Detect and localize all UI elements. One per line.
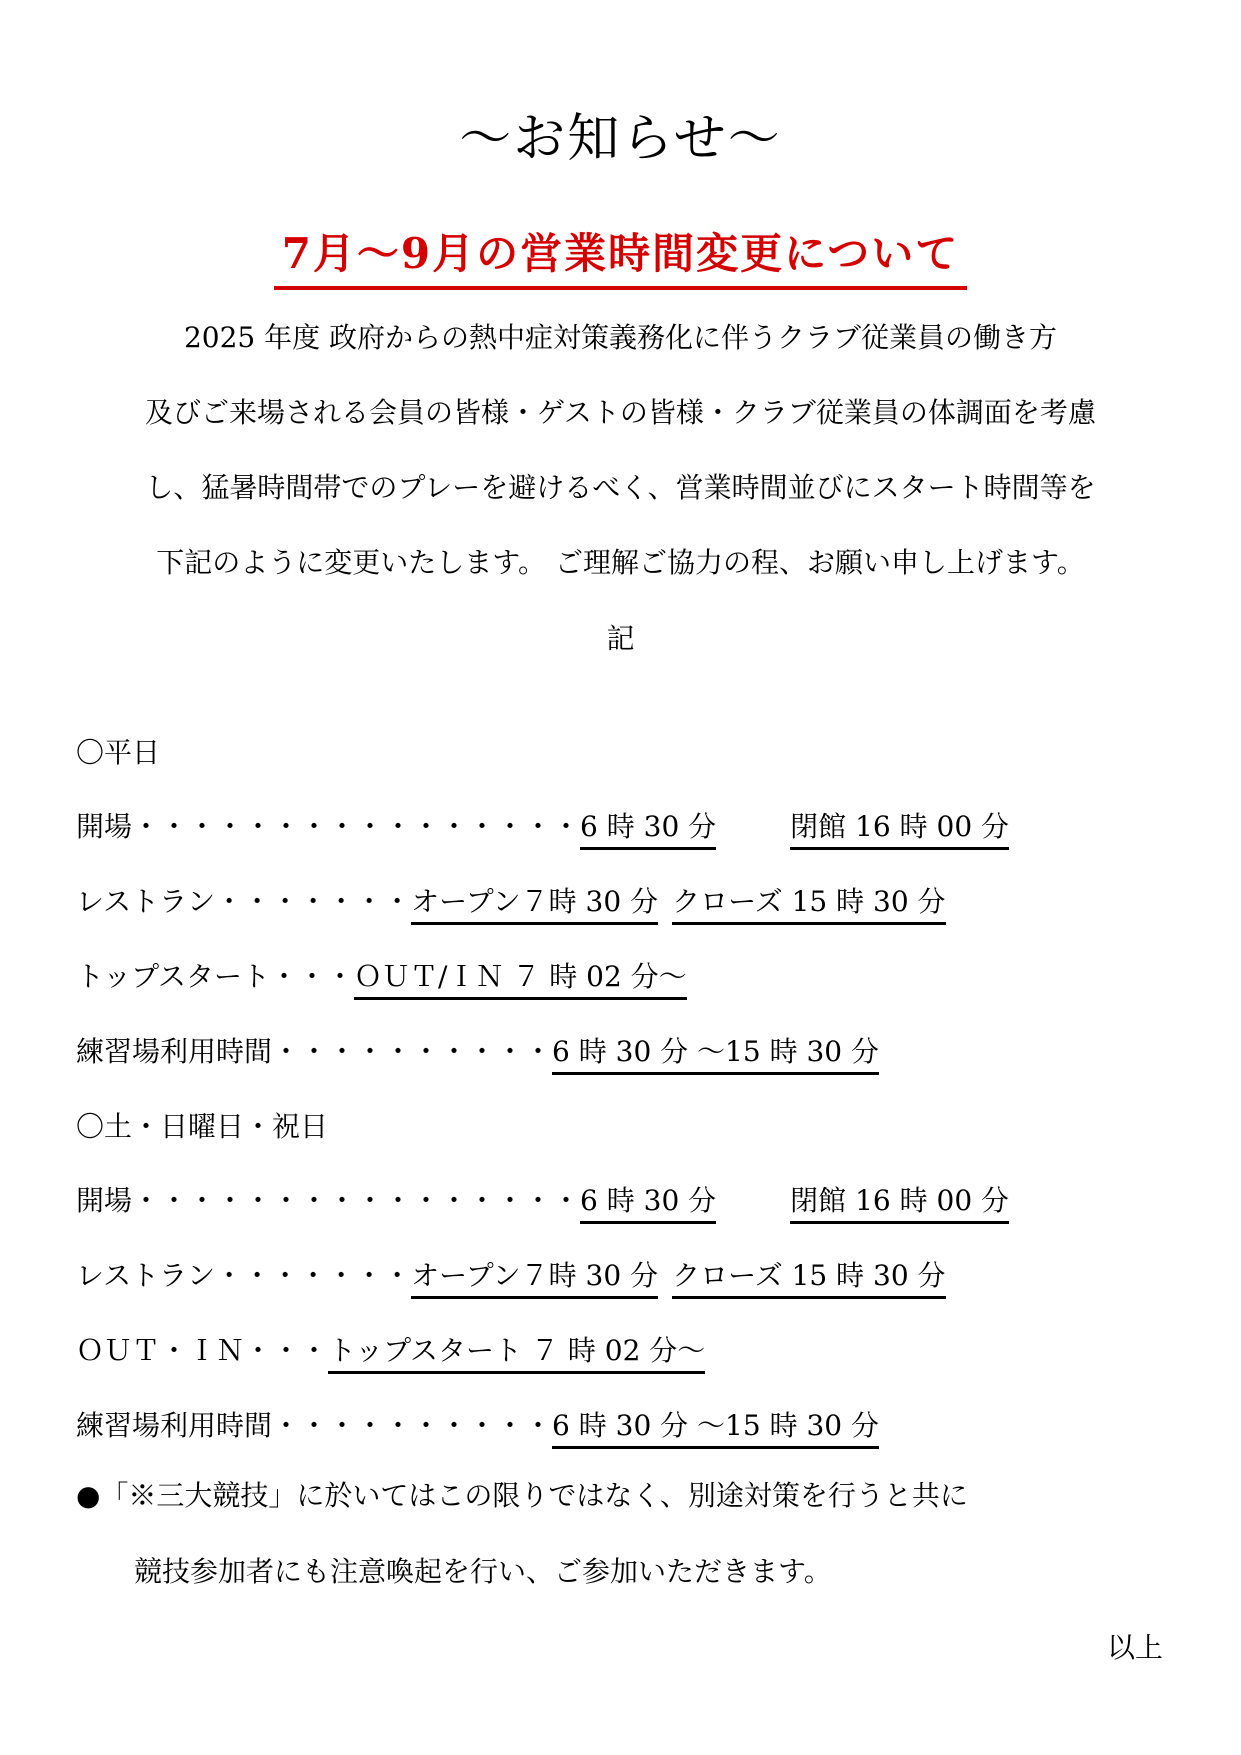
note-line: ●「※三大競技」に於いてはこの限りではなく、別途対策を行うと共に [76, 1479, 968, 1512]
note-line: 競技参加者にも注意喚起を行い、ご参加いただきます。 [134, 1555, 832, 1588]
closing-text: 以上 [1106, 1631, 1163, 1664]
open-time: 6 時 30 分 [580, 1184, 716, 1224]
intro-line: 2025 年度 政府からの熱中症対策義務化に伴うクラブ従業員の働き方 [183, 321, 1058, 354]
practice-value: 6 時 30 分 ～15 時 30 分 [552, 1035, 879, 1075]
subtitle: 7月～9月の営業時間変更について [274, 230, 968, 290]
open-label: 開場・・・・・・・・・・・・・・・・ [76, 810, 581, 843]
close-time: 閉館 16 時 00 分 [790, 1184, 1009, 1224]
practice-label: 練習場利用時間・・・・・・・・・・ [76, 1409, 553, 1442]
weekday-topstart-row [76, 955, 687, 1000]
topstart-label: トップスタート・・・ [76, 960, 355, 993]
weekend-heading: 〇土・日曜日・祝日 [76, 1110, 329, 1143]
close-time: 閉館 16 時 00 分 [790, 810, 1009, 850]
topstart-value: ＯＵＴ/ＩＮ ７ 時 02 分～ [354, 960, 687, 1000]
weekday-practice-row [76, 1030, 879, 1075]
intro-line: 及びご来場される会員の皆様・ゲストの皆様・クラブ従業員の体調面を考慮 [145, 396, 1096, 429]
weekend-topstart-row [76, 1329, 705, 1374]
page-title: ～お知らせ～ [459, 109, 782, 169]
intro-line: 下記のように変更いたします。 ご理解ご協力の程、お願い申し上げます。 [156, 546, 1085, 579]
restaurant-close: クローズ 15 時 30 分 [672, 885, 945, 925]
open-time: 6 時 30 分 [580, 810, 716, 850]
practice-value: 6 時 30 分 ～15 時 30 分 [552, 1409, 879, 1449]
topstart-label: ＯＵＴ・ＩＮ・・・ [76, 1334, 329, 1367]
restaurant-open: オープン７時 30 分 [411, 1259, 658, 1299]
subtitle-container [0, 230, 1241, 290]
restaurant-label: レストラン・・・・・・・ [76, 1259, 412, 1292]
weekend-practice-row [76, 1404, 879, 1449]
weekday-heading: 〇平日 [76, 736, 161, 769]
practice-label: 練習場利用時間・・・・・・・・・・ [76, 1035, 553, 1068]
topstart-value: トップスタート ７ 時 02 分～ [328, 1334, 705, 1374]
weekday-open-row [76, 805, 1009, 850]
restaurant-close: クローズ 15 時 30 分 [672, 1259, 945, 1299]
intro-line: し、猛暑時間帯でのプレーを避けるべく、営業時間並びにスタート時間等を [145, 471, 1096, 504]
open-label: 開場・・・・・・・・・・・・・・・・ [76, 1184, 581, 1217]
ki-heading: 記 [606, 622, 635, 655]
weekend-open-row [76, 1179, 1009, 1224]
restaurant-open: オープン７時 30 分 [411, 885, 658, 925]
weekday-restaurant-row [76, 880, 946, 925]
weekend-restaurant-row [76, 1254, 946, 1299]
restaurant-label: レストラン・・・・・・・ [76, 885, 412, 918]
